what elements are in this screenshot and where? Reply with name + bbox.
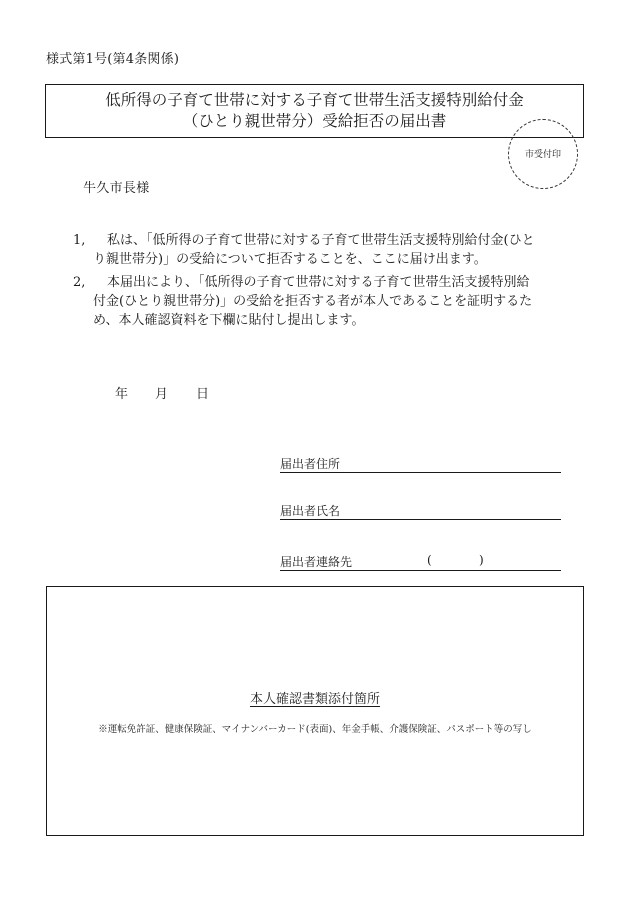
- applicant-address-label: 届出者住所: [280, 457, 341, 471]
- date-year-label: 年: [115, 387, 129, 402]
- date-day-label: 日: [196, 387, 210, 402]
- item-2-number: 2,: [73, 275, 86, 290]
- item-1-line-2: り親世帯分)」の受給について拒否することを、ここに届け出ます。: [93, 252, 487, 267]
- applicant-name-field[interactable]: [280, 500, 561, 520]
- date-month-label: 月: [155, 387, 169, 402]
- applicant-contact-field[interactable]: [280, 551, 561, 571]
- addressee: 牛久市長様: [83, 181, 150, 196]
- item-2-line-3: め、本人確認資料を下欄に貼付し提出します。: [93, 313, 365, 328]
- applicant-contact-label: 届出者連絡先: [280, 555, 353, 569]
- contact-paren-close: ): [479, 553, 484, 567]
- item-2-line-2: 付金(ひとり親世帯分)」の受給を拒否する者が本人であることを証明するた: [93, 294, 533, 309]
- attachment-title: [46, 688, 584, 707]
- attachment-title-text: 本人確認書類添付箇所: [249, 692, 380, 707]
- form-title-box: [45, 84, 584, 138]
- form-number: 様式第1号(第4条関係): [46, 52, 180, 67]
- reception-stamp-label: 市受付印: [524, 150, 561, 160]
- item-1-number: 1,: [73, 233, 86, 248]
- form-title-line-2: （ひとり親世帯分）受給拒否の届出書: [182, 112, 447, 130]
- attachment-note: ※運転免許証、健康保険証、マイナンバーカード(表面)、年金手帳、介護保険証、パスポート等の写し: [98, 724, 532, 735]
- applicant-name-label: 届出者氏名: [280, 504, 341, 518]
- form-title-line-1: 低所得の子育て世帯に対する子育て世帯生活支援特別給付金: [105, 91, 524, 109]
- item-2-line-1: 本届出により、「低所得の子育て世帯に対する子育て世帯生活支援特別給: [107, 275, 530, 290]
- item-1-line-1: 私は、「低所得の子育て世帯に対する子育て世帯生活支援特別給付金(ひと: [107, 233, 535, 248]
- applicant-address-field[interactable]: [280, 453, 561, 473]
- id-document-attachment-area: [46, 586, 584, 836]
- contact-paren-open: (: [427, 553, 432, 567]
